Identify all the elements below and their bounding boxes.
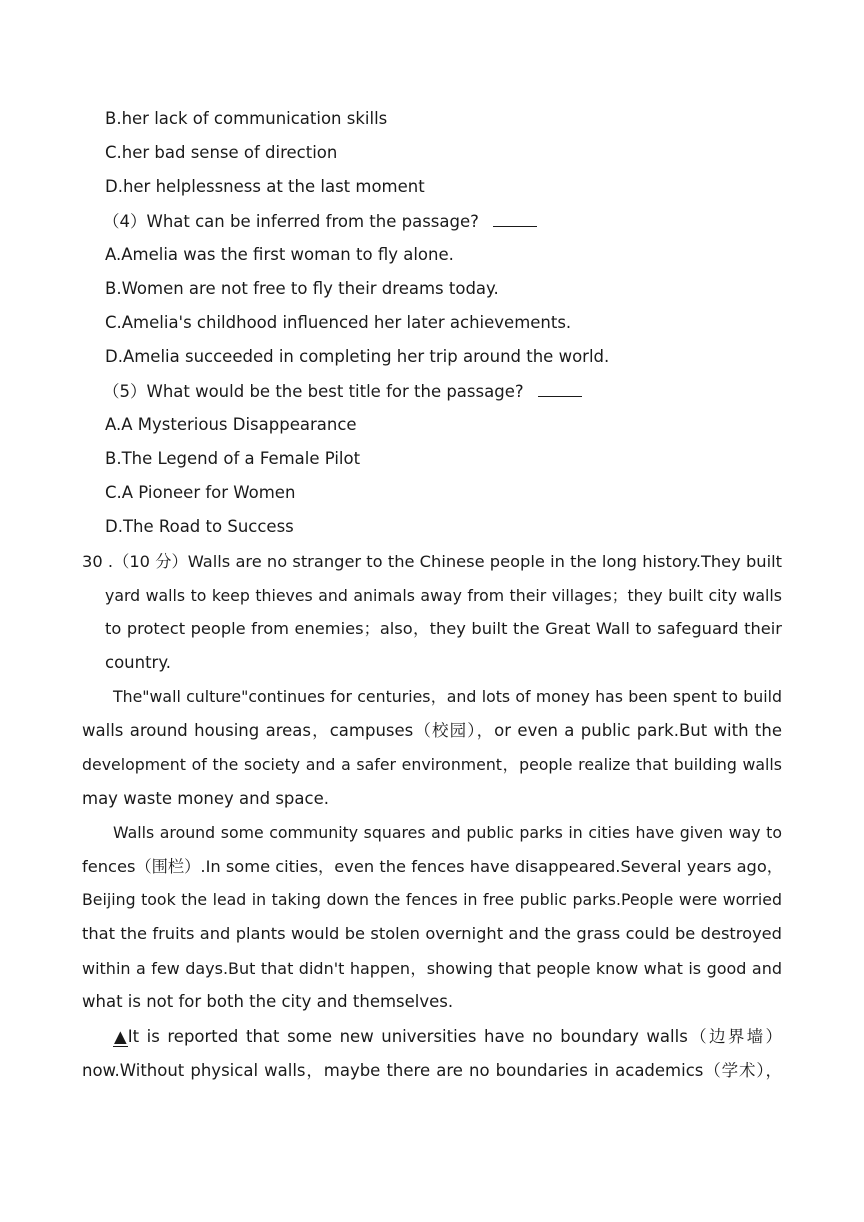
p1-line-4: may waste money and space.: [82, 789, 329, 808]
q4-stem-text: （4）What can be inferred from the passage?: [103, 212, 479, 231]
p1-line-2: walls around housing areas，campuses（校园），or even a public park.But with the: [82, 721, 782, 740]
q5-option-b: B.The Legend of a Female Pilot: [105, 449, 361, 468]
q4-option-c: C.Amelia's childhood influenced her later achievements.: [105, 313, 572, 332]
triangle-marker-icon: ▲: [114, 1027, 127, 1046]
q30-heading-line-2: yard walls to keep thieves and animals away from their villages；they built city walls: [105, 586, 782, 605]
p3-line-1-text: It is reported that some new universities have no boundary walls（边界墙）: [127, 1027, 782, 1046]
q5-answer-blank[interactable]: [538, 382, 582, 397]
p1-line-3: development of the society and a safer environment，people realize that building walls: [82, 755, 782, 774]
q30-heading: 30 .（10 分）Walls are no stranger to the Chinese people in the long history.They built: [82, 552, 782, 571]
q4-option-a: A.Amelia was the first woman to fly alone.: [105, 245, 454, 264]
p2-line-5: within a few days.But that didn't happen，showing that people know what is good and: [82, 959, 782, 978]
p3-line-1: [113, 1027, 782, 1047]
q3-option-c: C.her bad sense of direction: [105, 143, 338, 162]
p1-line-1: The"wall culture"continues for centuries，and lots of money has been spent to build: [113, 687, 782, 706]
q4-option-b: B.Women are not free to fly their dreams today.: [105, 279, 499, 298]
q3-option-d: D.her helplessness at the last moment: [105, 177, 425, 196]
q30-heading-line-3: to protect people from enemies；also，they built the Great Wall to safeguard their: [105, 619, 782, 638]
p2-line-6: what is not for both the city and themselves.: [82, 992, 454, 1011]
q4-stem: [103, 212, 537, 232]
p2-line-2: fences（围栏）.In some cities，even the fences have disappeared.Several years ago，: [82, 857, 784, 876]
q5-option-a: A.A Mysterious Disappearance: [105, 415, 357, 434]
q30-heading-line-4: country.: [105, 653, 171, 672]
p3-line-2: now.Without physical walls，maybe there are no boundaries in academics（学术），: [82, 1061, 782, 1080]
q4-answer-blank[interactable]: [493, 212, 537, 227]
p2-line-4: that the fruits and plants would be stolen overnight and the grass could be destroyed: [82, 924, 782, 943]
q3-option-b: B.her lack of communication skills: [105, 109, 388, 128]
q4-option-d: D.Amelia succeeded in completing her trip around the world.: [105, 347, 610, 366]
q5-option-d: D.The Road to Success: [105, 517, 294, 536]
q5-option-c: C.A Pioneer for Women: [105, 483, 296, 502]
p2-line-1: Walls around some community squares and public parks in cities have given way to: [113, 823, 782, 842]
p2-line-3: Beijing took the lead in taking down the fences in free public parks.People were worried: [82, 890, 782, 909]
q5-stem: [103, 382, 582, 402]
q5-stem-text: （5）What would be the best title for the passage?: [103, 382, 524, 401]
